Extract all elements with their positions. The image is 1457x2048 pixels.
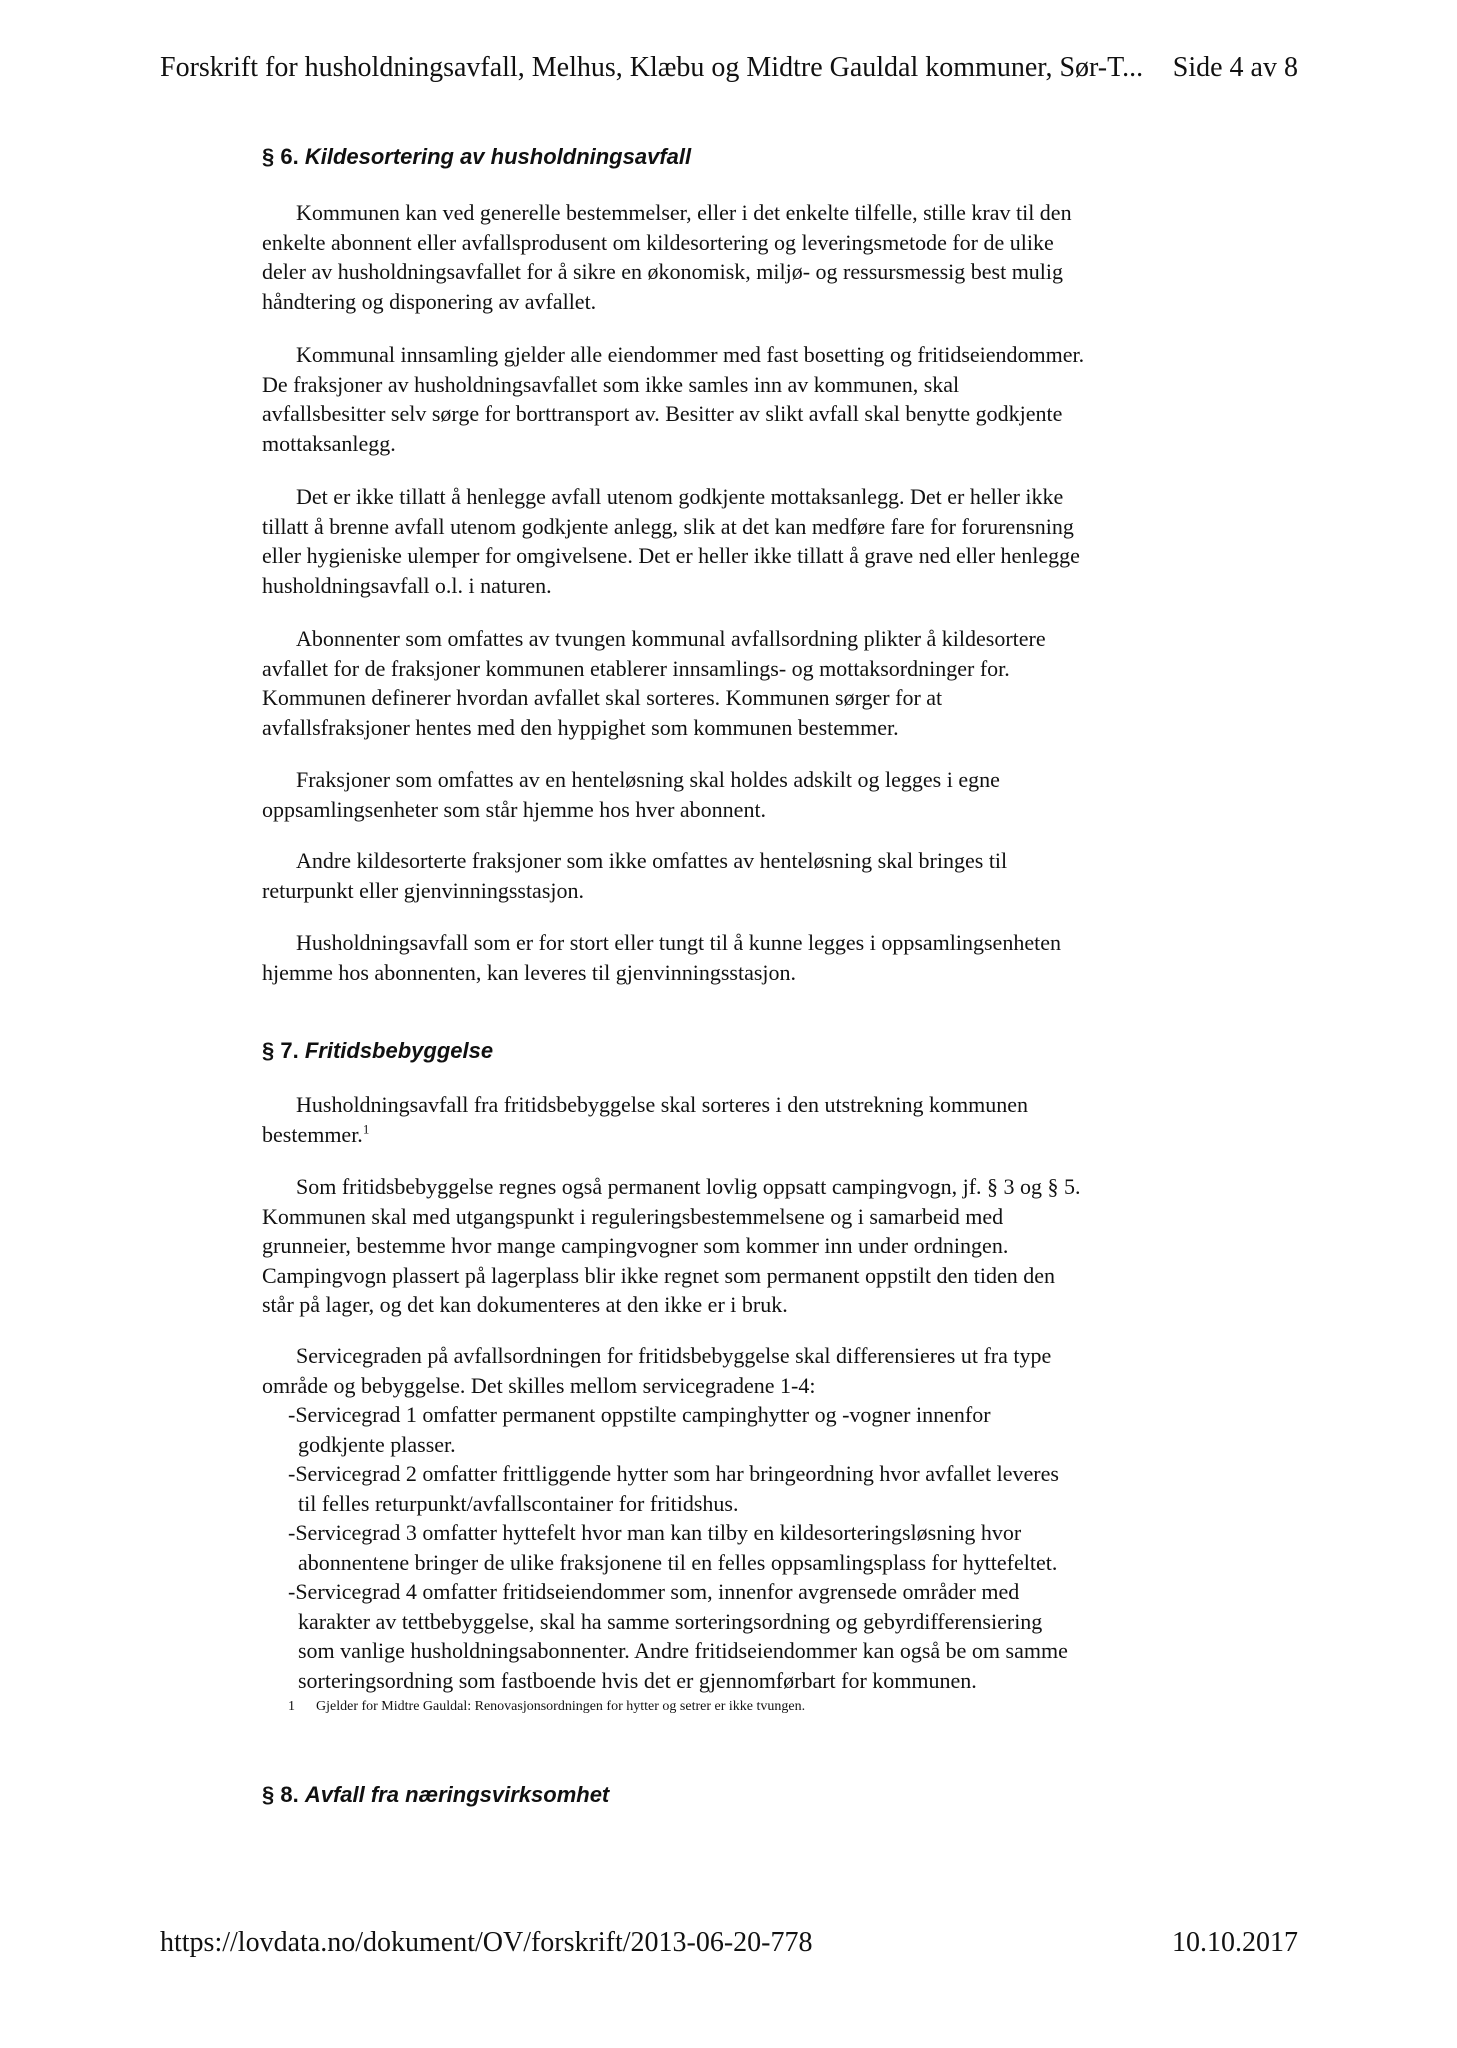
text-line: Kommunal innsamling gjelder alle eiendommer med fast bosetting og fritidseiendommer. — [296, 342, 1085, 367]
text-line: Husholdningsavfall fra fritidsbebyggelse skal sorteres i den utstrekning kommunen — [296, 1092, 1028, 1117]
list-item-line: godkjente plasser. — [298, 1431, 456, 1457]
text-line: Kommunen kan ved generelle bestemmelser, eller i det enkelte tilfelle, stille krav til den — [296, 200, 1072, 225]
section-7-title: Fritidsbebyggelse — [304, 1038, 494, 1063]
text-line: eller hygieniske ulemper for omgivelsene. Det er heller ikke tillatt å grave ned eller henlegge — [262, 543, 1080, 568]
section-6-number: § 6. — [262, 144, 299, 169]
footnote-text: Gjelder for Midtre Gauldal: Renovasjonsordningen for hytter og setrer er ikke tvungen. — [316, 1699, 806, 1714]
section-6-heading — [262, 142, 691, 172]
text-line — [262, 1120, 1182, 1150]
section-7-paragraph-1 — [262, 1090, 1182, 1149]
section-7-paragraph-3 — [262, 1341, 1182, 1400]
page-number: Side 4 av 8 — [1172, 52, 1298, 83]
text-line: Husholdningsavfall som er for stort eller tungt til å kunne legges i oppsamlingsenheten — [296, 930, 1061, 955]
text-line: oppsamlingsenheter som står hjemme hos hver abonnent. — [262, 796, 767, 822]
text-fragment: bestemmer. — [262, 1121, 363, 1147]
section-6-paragraph-7 — [262, 928, 1182, 987]
list-item-line: til felles returpunkt/avfallscontainer for fritidshus. — [298, 1490, 739, 1516]
footnote-number: 1 — [288, 1699, 295, 1714]
text-line: avfallet for de fraksjoner kommunen etablerer innsamlings- og mottaksordninger for. — [262, 655, 1010, 681]
text-line: står på lager, og det kan dokumenteres at den ikke er i bruk. — [262, 1292, 788, 1317]
section-6-paragraph-5 — [262, 765, 1182, 824]
text-line: hjemme hos abonnenten, kan leveres til gjenvinningsstasjon. — [262, 959, 797, 985]
section-6-title: Kildesortering av husholdningsavfall — [304, 144, 692, 169]
text-line: Fraksjoner som omfattes av en henteløsning skal holdes adskilt og legges i egne — [296, 767, 1000, 792]
section-6-paragraph-6 — [262, 846, 1182, 905]
footnote-reference[interactable]: 1 — [362, 1121, 370, 1137]
list-item-line: som vanlige husholdningsabonnenter. Andre fritidseiendommer kan også be om samme — [298, 1638, 1068, 1663]
service-grade-list — [288, 1400, 1208, 1695]
section-8-number: § 8. — [262, 1782, 299, 1807]
section-8-title: Avfall fra næringsvirksomhet — [304, 1782, 610, 1807]
section-6-paragraph-4 — [262, 624, 1182, 742]
text-line: Det er ikke tillatt å henlegge avfall utenom godkjente mottaksanlegg. Det er heller ikke — [296, 484, 1064, 509]
text-line: håndtering og disponering av avfallet. — [262, 288, 597, 314]
text-line: Servicegraden på avfallsordningen for fritidsbebyggelse skal differensieres ut fra type — [296, 1343, 1052, 1368]
text-line: enkelte abonnent eller avfallsprodusent om kildesortering og leveringsmetode for de ulike — [262, 229, 1054, 255]
text-line: avfallsbesitter selv sørge for borttransport av. Besitter av slikt avfall skal benytte godkjente — [262, 401, 1063, 426]
text-line: tillatt å brenne avfall utenom godkjente anlegg, slik at det kan medføre fare for forurensning — [262, 513, 1074, 539]
text-line: grunneier, bestemme hvor mange campingvogner som kommer inn under ordningen. — [262, 1233, 1009, 1258]
section-6-paragraph-2 — [262, 340, 1182, 458]
text-line: Campingvogn plassert på lagerplass blir ikke regnet som permanent oppstilt den tiden den — [262, 1262, 1056, 1288]
list-item-line: -Servicegrad 1 omfatter permanent oppstilte campinghytter og -vogner innenfor — [288, 1402, 991, 1427]
text-line: Abonnenter som omfattes av tvungen kommunal avfallsordning plikter å kildesortere — [296, 626, 1046, 651]
list-item-line: sorteringsordning som fastboende hvis det er gjennomførbart for kommunen. — [298, 1667, 977, 1693]
list-item-line: karakter av tettbebyggelse, skal ha samme sorteringsordning og gebyrdifferensiering — [298, 1608, 1043, 1634]
text-line: Som fritidsbebyggelse regnes også permanent lovlig oppsatt campingvogn, jf. § 3 og § 5. — [296, 1174, 1081, 1199]
section-6-paragraph-3 — [262, 482, 1182, 600]
text-line: Kommunen definerer hvordan avfallet skal sorteres. Kommunen sørger for at — [262, 685, 943, 710]
text-line: De fraksjoner av husholdningsavfallet som ikke samles inn av kommunen, skal — [262, 371, 960, 397]
section-8-heading — [262, 1780, 609, 1810]
footnote — [288, 1698, 805, 1716]
section-7-number: § 7. — [262, 1038, 299, 1063]
list-item-line: -Servicegrad 2 omfatter frittliggende hytter som har bringeordning hvor avfallet leveres — [288, 1461, 1059, 1486]
text-line: mottaksanlegg. — [262, 430, 396, 456]
section-7-paragraph-2 — [262, 1172, 1182, 1320]
print-date: 10.10.2017 — [1172, 1927, 1298, 1958]
section-6-paragraph-1 — [262, 198, 1182, 316]
section-7-heading — [262, 1036, 493, 1066]
text-line: husholdningsavfall o.l. i naturen. — [262, 572, 552, 598]
text-line: returpunkt eller gjenvinningsstasjon. — [262, 877, 584, 903]
list-item-line: -Servicegrad 3 omfatter hyttefelt hvor man kan tilby en kildesorteringsløsning hvor — [288, 1520, 1022, 1545]
text-line: avfallsfraksjoner hentes med den hyppighet som kommunen bestemmer. — [262, 714, 899, 740]
list-item-line: -Servicegrad 4 omfatter fritidseiendommer som, innenfor avgrensede områder med — [288, 1579, 1020, 1604]
text-line: Kommunen skal med utgangspunkt i reguleringsbestemmelsene og i samarbeid med — [262, 1203, 1004, 1229]
document-title: Forskrift for husholdningsavfall, Melhus, Klæbu og Midtre Gauldal kommuner, Sør-T... — [160, 52, 1144, 83]
source-url[interactable]: https://lovdata.no/dokument/OV/forskrift/2013-06-20-778 — [160, 1927, 813, 1958]
list-item-line: abonnentene bringer de ulike fraksjonene til en felles oppsamlingsplass for hyttefeltet. — [298, 1549, 1058, 1575]
text-line: Andre kildesorterte fraksjoner som ikke omfattes av henteløsning skal bringes til — [296, 848, 1008, 873]
text-line: deler av husholdningsavfallet for å sikre en økonomisk, miljø- og ressursmessig best mulig — [262, 259, 1064, 284]
text-line: område og bebyggelse. Det skilles mellom servicegradene 1-4: — [262, 1372, 816, 1398]
